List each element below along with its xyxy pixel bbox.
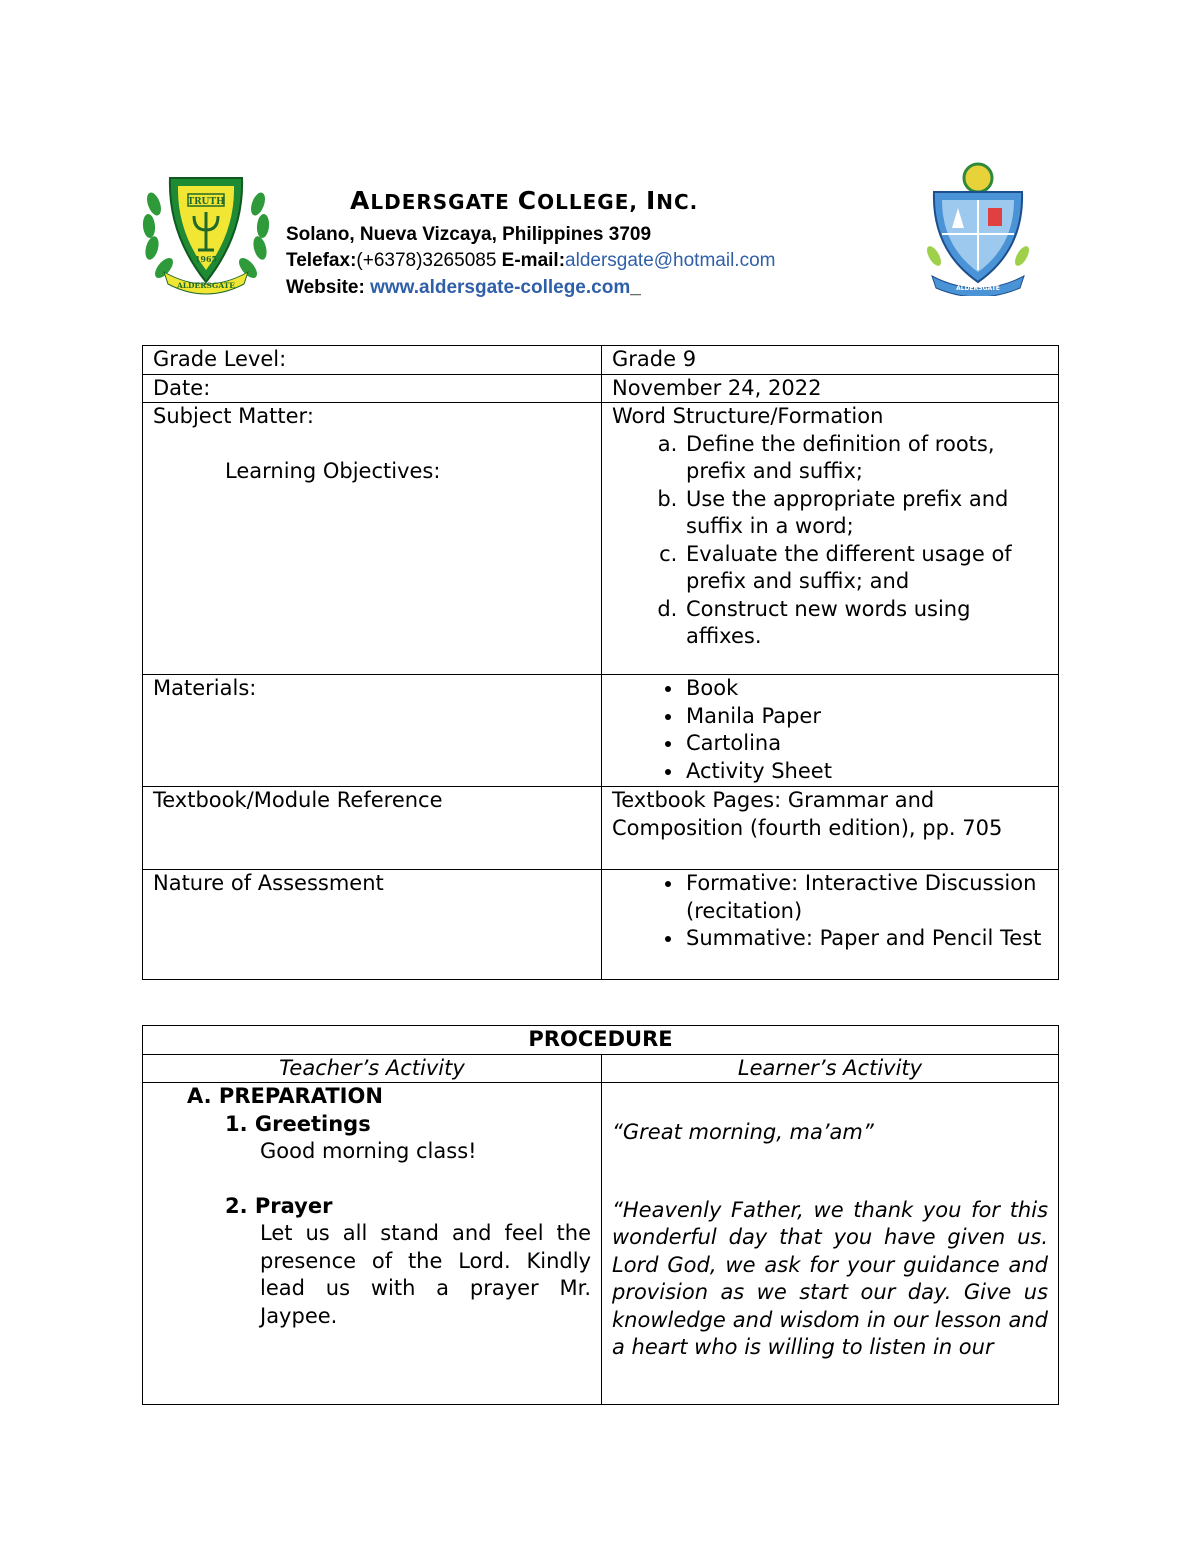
date-value: November 24, 2022 bbox=[602, 374, 1059, 403]
assessment-label: Nature of Assessment bbox=[143, 870, 602, 980]
assessment-list bbox=[612, 870, 1048, 953]
list-item: • Cartolina bbox=[684, 730, 1048, 758]
table-row bbox=[143, 787, 1059, 870]
subject-matter-value-cell bbox=[602, 403, 1059, 675]
list-item: a. Define the definition of roots, prefix and suffix; bbox=[684, 431, 1048, 486]
table-row bbox=[143, 870, 1059, 980]
subject-matter-cell bbox=[143, 403, 602, 675]
step-greetings: 1. Greetings bbox=[225, 1111, 371, 1136]
aldersgate-seal-logo bbox=[140, 164, 272, 296]
teacher-activity-cell bbox=[143, 1083, 602, 1405]
materials-list bbox=[612, 675, 1048, 785]
greetings-teacher-text: Good morning class! bbox=[260, 1139, 477, 1163]
materials-label: Materials: bbox=[143, 675, 602, 787]
table-row bbox=[143, 346, 1059, 375]
learner-activity-cell bbox=[602, 1083, 1059, 1405]
procedure-title: PROCEDURE bbox=[143, 1026, 1059, 1055]
list-item: • Manila Paper bbox=[684, 703, 1048, 731]
prayer-learner-text: “Heavenly Father, we thank you for this wonderful day that you have given us. Lord God, we ask for your guidance and provision as we start our day. Give us knowledge and wisdom in our lesson and a heart who is willing to listen in our bbox=[612, 1197, 1049, 1359]
list-item: • Formative: Interactive Discussion (recitation) bbox=[684, 870, 1048, 925]
reference-value: Textbook Pages: Grammar and Composition (fourth edition), pp. 705 bbox=[602, 787, 1059, 870]
table-row bbox=[143, 1054, 1059, 1083]
prayer-teacher-text: Let us all stand and feel the presence of the Lord. Kindly lead us with a prayer Mr. Jaypee. bbox=[260, 1221, 591, 1328]
step-prayer: 2. Prayer bbox=[225, 1193, 333, 1218]
subject-matter-value: Word Structure/Formation bbox=[612, 404, 884, 428]
learner-activity-header: Learner’s Activity bbox=[602, 1054, 1059, 1083]
date-label: Date: bbox=[143, 374, 602, 403]
website-link[interactable]: www.aldersgate-college.com bbox=[370, 277, 631, 298]
table-row bbox=[143, 675, 1059, 787]
greetings-learner-text: “Great morning, ma’am” bbox=[612, 1120, 874, 1144]
lesson-info-table bbox=[142, 345, 1059, 980]
reference-label: Textbook/Module Reference bbox=[143, 787, 602, 870]
list-item: c. Evaluate the different usage of prefix and suffix; and bbox=[684, 541, 1048, 596]
learning-objectives-label: Learning Objectives: bbox=[225, 458, 441, 483]
list-item: • Summative: Paper and Pencil Test bbox=[684, 925, 1048, 953]
list-item: • Book bbox=[684, 675, 1048, 703]
assessment-cell bbox=[602, 870, 1059, 980]
crest-ribbon-text: ALDERSGATE bbox=[956, 285, 1000, 292]
logo-motto-text: TRUTH bbox=[187, 197, 225, 207]
aldersgate-crest-logo bbox=[922, 160, 1034, 296]
college-contact: Telefax:(+6378)3265085 E-mail:aldersgate@hotmail.com bbox=[286, 250, 776, 271]
grade-level-label: Grade Level: bbox=[143, 346, 602, 375]
list-item: d. Construct new words using affixes. bbox=[684, 596, 1048, 651]
college-website: Website: www.aldersgate-college.com_ bbox=[286, 277, 641, 298]
list-item: • Activity Sheet bbox=[684, 758, 1048, 786]
college-name: ALDERSGATE COLLEGE, INC. bbox=[350, 186, 699, 215]
college-address: Solano, Nueva Vizcaya, Philippines 3709 bbox=[286, 224, 652, 245]
section-preparation: A. PREPARATION bbox=[187, 1084, 383, 1108]
table-row bbox=[143, 374, 1059, 403]
table-row bbox=[143, 1026, 1059, 1055]
table-row bbox=[143, 403, 1059, 675]
teacher-activity-header: Teacher’s Activity bbox=[143, 1054, 602, 1083]
email-link[interactable]: aldersgate@hotmail.com bbox=[565, 250, 776, 271]
grade-level-value: Grade 9 bbox=[602, 346, 1059, 375]
table-row bbox=[143, 1083, 1059, 1405]
list-item: b. Use the appropriate prefix and suffix in a word; bbox=[684, 486, 1048, 541]
logo-year-text: 1965 bbox=[194, 254, 218, 264]
objectives-list bbox=[612, 431, 1048, 651]
procedure-table bbox=[142, 1025, 1059, 1405]
materials-cell bbox=[602, 675, 1059, 787]
subject-matter-label: Subject Matter: bbox=[153, 404, 314, 428]
logo-ribbon-text: ALDERSGATE bbox=[176, 281, 236, 290]
